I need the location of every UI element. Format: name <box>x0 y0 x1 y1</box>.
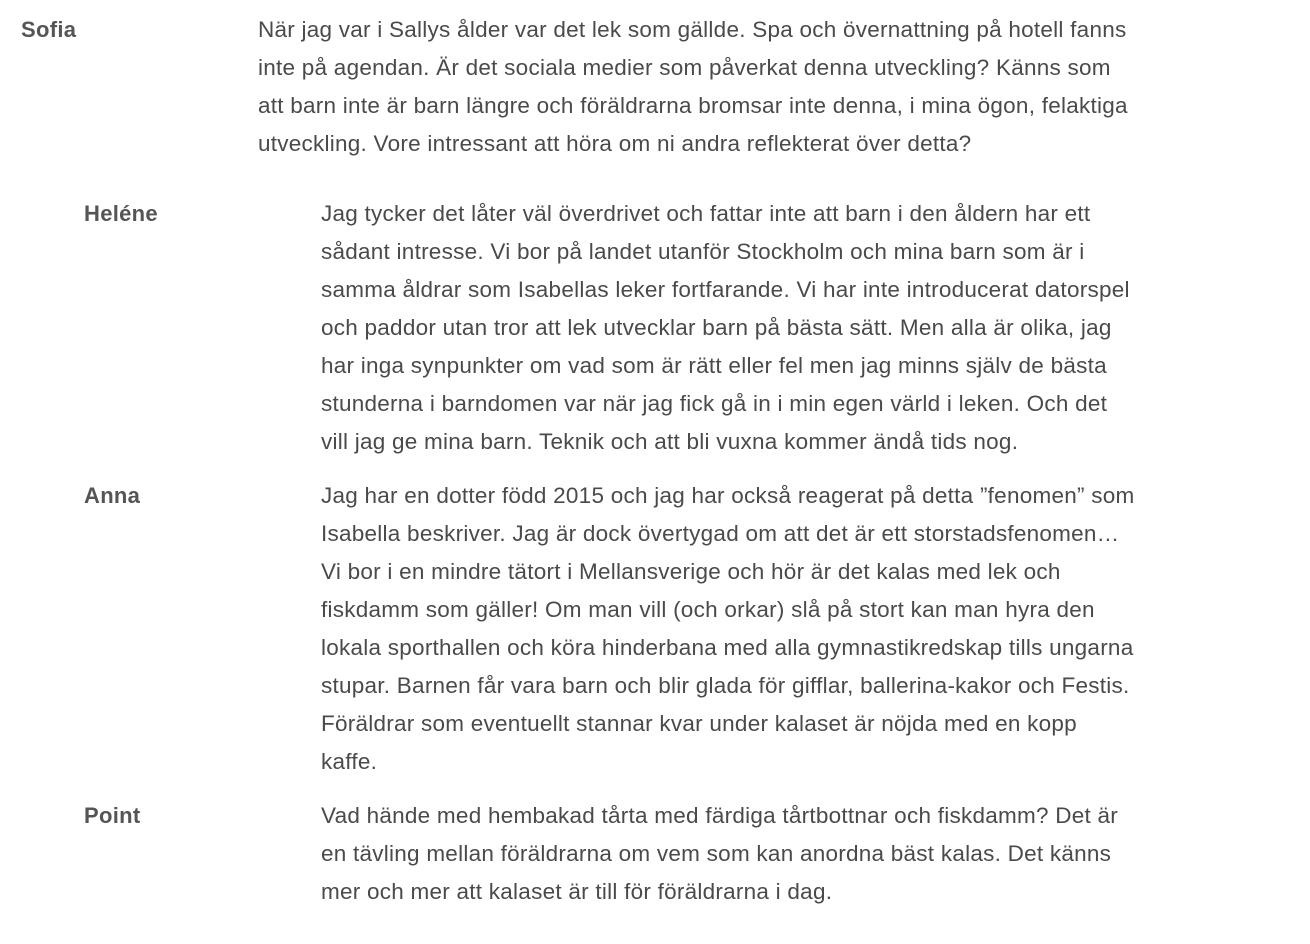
reply-text-line: Föräldrar som eventuellt stannar kvar under kalaset är nöjda med en kopp <box>321 711 1077 736</box>
reply-text-line: Jag har en dotter född 2015 och jag har också reagerat på detta ”fenomen” som <box>321 483 1135 508</box>
reply-text-line: Isabella beskriver. Jag är dock övertygad om att det är ett storstadsfenomen… <box>321 521 1120 546</box>
reply-text-line: fiskdamm som gäller! Om man vill (och orkar) slå på stort kan man hyra den <box>321 597 1095 622</box>
comment-text-line: utveckling. Vore intressant att höra om ni andra reflekterat över detta? <box>258 131 972 156</box>
comment-text-line: När jag var i Sallys ålder var det lek som gällde. Spa och övernattning på hotell fanns <box>258 17 1127 42</box>
reply-author: Heléne <box>84 201 158 226</box>
reply-text-line: kaffe. <box>321 749 378 774</box>
comment-body <box>258 11 1128 163</box>
reply-text-line: stunderna i barndomen var när jag fick gå in i min egen värld i leken. Och det <box>321 391 1108 416</box>
comment-text-line: inte på agendan. Är det sociala medier som påverkat denna utveckling? Känns som <box>258 55 1111 80</box>
comment-text-line: att barn inte är barn längre och föräldrarna bromsar inte denna, i mina ögon, felaktiga <box>258 93 1128 118</box>
reply-body <box>321 477 1135 781</box>
reply-body <box>321 195 1130 461</box>
reply-text-line: Vi bor i en mindre tätort i Mellansverige och hör är det kalas med lek och <box>321 559 1061 584</box>
reply-text-line: Vad hände med hembakad tårta med färdiga tårtbottnar och fiskdamm? Det är <box>321 803 1119 828</box>
reply-text-line: och paddor utan tror att lek utvecklar barn på bästa sätt. Men alla är olika, jag <box>321 315 1112 340</box>
reply-text-line: har inga synpunkter om vad som är rätt eller fel men jag minns själv de bästa <box>321 353 1107 378</box>
reply-body <box>321 797 1118 911</box>
reply-text-line: stupar. Barnen får vara barn och blir glada för gifflar, ballerina-kakor och Festis. <box>321 673 1130 698</box>
comment-author: Sofia <box>21 17 77 42</box>
reply-text-line: en tävling mellan föräldrarna om vem som kan anordna bäst kalas. Det känns <box>321 841 1112 866</box>
reply-author: Anna <box>84 483 141 508</box>
reply-text-line: Jag tycker det låter väl överdrivet och fattar inte att barn i den åldern har ett <box>321 201 1091 226</box>
reply-text-line: mer och mer att kalaset är till för föräldrarna i dag. <box>321 879 833 904</box>
reply-text-line: vill jag ge mina barn. Teknik och att bli vuxna kommer ändå tids nog. <box>321 429 1019 454</box>
reply-text-line: lokala sporthallen och köra hinderbana med alla gymnastikredskap tills ungarna <box>321 635 1134 660</box>
reply-author: Point <box>84 803 141 828</box>
reply-text-line: samma åldrar som Isabellas leker fortfarande. Vi har inte introducerat datorspel <box>321 277 1130 302</box>
reply-text-line: sådant intresse. Vi bor på landet utanför Stockholm och mina barn som är i <box>321 239 1085 264</box>
